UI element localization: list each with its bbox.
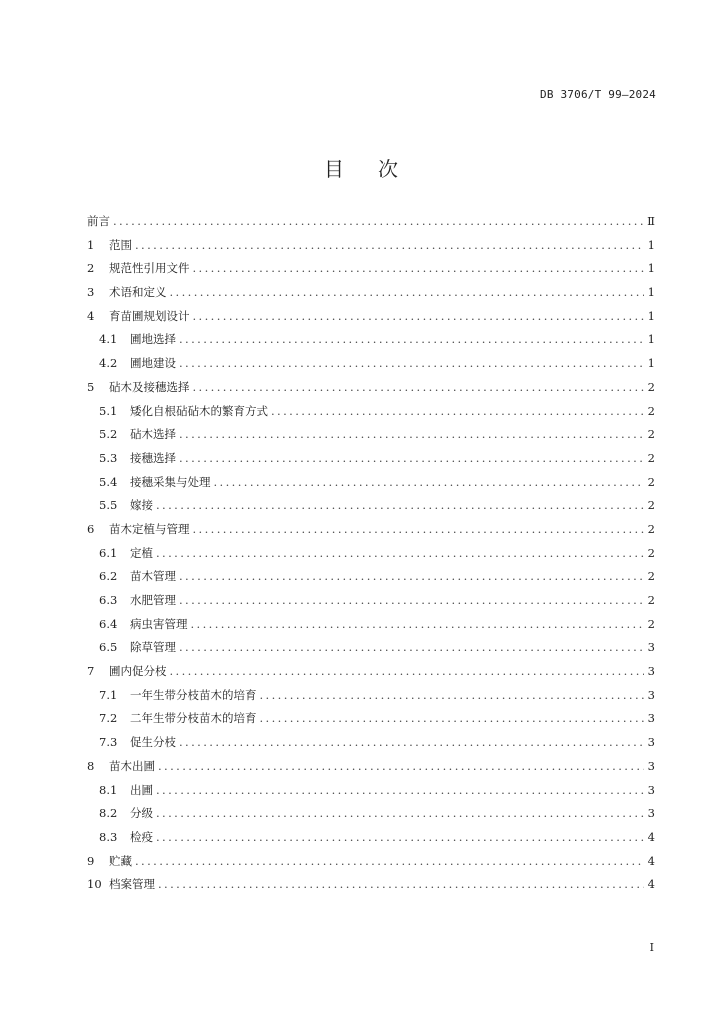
toc-entry-label: 档案管理 (109, 877, 155, 892)
toc-leader-dots (156, 779, 644, 803)
toc-entry-page: 2 (647, 474, 655, 489)
toc-entry-label: 二年生带分枝苗木的培育 (130, 711, 257, 726)
toc-entry-label: 促生分枝 (130, 735, 176, 750)
toc-entry-page: 3 (647, 735, 655, 750)
toc-entry[interactable] (87, 636, 655, 660)
toc-entry-page: 1 (647, 261, 655, 276)
toc-entry-number: 5 (87, 379, 95, 394)
toc-leader-dots (179, 352, 644, 376)
toc-entry[interactable] (87, 257, 655, 281)
toc-entry-label: 除草管理 (130, 640, 176, 655)
toc-leader-dots (179, 447, 644, 471)
toc-entry-label: 范围 (109, 237, 132, 252)
toc-leader-dots (113, 210, 644, 234)
toc-entry-page: 2 (647, 403, 655, 418)
toc-leader-dots (193, 518, 645, 542)
toc-entry[interactable] (87, 826, 655, 850)
toc-entry-label: 圃地建设 (130, 356, 176, 371)
toc-entry[interactable] (87, 210, 655, 234)
toc-leader-dots (156, 542, 644, 566)
toc-entry[interactable] (87, 447, 655, 471)
document-code: DB 3706/T 99—2024 (540, 88, 656, 101)
toc-entry[interactable] (87, 589, 655, 613)
toc-entry[interactable] (87, 328, 655, 352)
toc-entry[interactable] (87, 400, 655, 424)
toc-entry[interactable] (87, 542, 655, 566)
toc-entry-page: 2 (647, 498, 655, 513)
toc-entry-number: 5.4 (99, 474, 118, 489)
toc-entry[interactable] (87, 660, 655, 684)
toc-leader-dots (260, 684, 645, 708)
toc-entry-label: 嫁接 (130, 498, 153, 513)
toc-leader-dots (179, 636, 644, 660)
toc-entry-number: 6.2 (99, 569, 118, 584)
toc-entry-label: 病虫害管理 (130, 616, 188, 631)
toc-entry-number: 1 (87, 237, 95, 252)
toc-entry-number: 6 (87, 521, 95, 536)
toc-leader-dots (135, 234, 644, 258)
toc-entry-number: 4 (87, 308, 95, 323)
toc-entry[interactable] (87, 376, 655, 400)
toc-entry-page: 2 (647, 593, 655, 607)
toc-entry-label: 出圃 (130, 782, 153, 797)
toc-entry-page: 3 (647, 782, 655, 797)
toc-leader-dots (193, 257, 645, 281)
toc-entry-number: 7.2 (99, 711, 118, 726)
toc-entry[interactable] (87, 423, 655, 447)
toc-leader-dots (156, 802, 644, 826)
toc-entry-page: 2 (647, 616, 655, 631)
toc-entry-label: 苗木管理 (130, 569, 176, 584)
toc-entry-page: 1 (647, 285, 655, 300)
toc-entry[interactable] (87, 234, 655, 258)
toc-entry-page: 3 (647, 687, 655, 702)
toc-entry[interactable] (87, 518, 655, 542)
toc-leader-dots (271, 400, 644, 424)
toc-leader-dots (179, 731, 644, 755)
toc-leader-dots (179, 589, 644, 613)
toc-leader-dots (156, 826, 644, 850)
toc-leader-dots (193, 376, 645, 400)
toc-entry[interactable] (87, 873, 655, 897)
toc-entry[interactable] (87, 779, 655, 803)
toc-entry-page: 3 (647, 758, 655, 773)
toc-leader-dots (191, 613, 645, 637)
toc-entry[interactable] (87, 494, 655, 518)
toc-entry-number: 6.1 (99, 545, 118, 560)
toc-entry-label: 砧木及接穗选择 (109, 379, 190, 394)
toc-entry-label: 圃地选择 (130, 332, 176, 347)
toc-entry[interactable] (87, 613, 655, 637)
toc-leader-dots (135, 850, 644, 874)
toc-entry-label: 规范性引用文件 (109, 261, 190, 276)
toc-entry-label: 一年生带分枝苗木的培育 (130, 687, 257, 702)
toc-leader-dots (179, 423, 644, 447)
toc-entry[interactable] (87, 850, 655, 874)
toc-entry-number: 2 (87, 261, 95, 276)
toc-entry-label: 矮化自根砧砧木的繁育方式 (130, 403, 268, 418)
toc-entry-page: 1 (647, 308, 655, 323)
toc-entry-page: 2 (647, 427, 655, 442)
toc-entry-label: 圃内促分枝 (109, 664, 167, 679)
toc-entry[interactable] (87, 707, 655, 731)
toc-entry-page: 1 (647, 332, 655, 347)
toc-entry-page: Ⅱ (647, 214, 655, 228)
toc-entry-number: 3 (87, 285, 95, 300)
toc-entry-page: 2 (647, 521, 655, 536)
toc-entry-page: 3 (647, 640, 655, 655)
toc-entry-page: 3 (647, 664, 655, 679)
toc-entry[interactable] (87, 305, 655, 329)
toc-title-right: 次 (378, 157, 400, 181)
toc-entry-label: 苗木出圃 (109, 758, 155, 773)
toc-entry-page: 3 (647, 806, 655, 821)
toc-leader-dots (170, 281, 645, 305)
toc-entry-label: 砧木选择 (130, 427, 176, 442)
toc-entry-number: 5.1 (99, 403, 118, 418)
toc-entry-label: 接穗采集与处理 (130, 474, 211, 489)
toc-entry-page: 2 (647, 379, 655, 394)
toc-entry-number: 8.2 (99, 806, 118, 821)
toc-entry-label: 分级 (130, 806, 153, 821)
toc-entry-page: 2 (647, 545, 655, 560)
toc-entry[interactable] (87, 755, 655, 779)
toc-entry-page: 1 (647, 237, 655, 252)
toc-leader-dots (193, 305, 645, 329)
toc-entry-number: 7.1 (99, 687, 118, 702)
toc-leader-dots (214, 471, 645, 495)
toc-entry-number: 5.2 (99, 427, 118, 442)
toc-entry-label: 水肥管理 (130, 593, 176, 607)
toc-entry-number: 4.2 (99, 356, 118, 371)
toc-entry[interactable] (87, 352, 655, 376)
toc-leader-dots (158, 873, 644, 897)
toc-entry-number: 4.1 (99, 332, 118, 347)
toc-entry[interactable] (87, 565, 655, 589)
toc-leader-dots (179, 565, 644, 589)
toc-entry-page: 1 (647, 356, 655, 371)
toc-entry[interactable] (87, 684, 655, 708)
toc-entry-label: 育苗圃规划设计 (109, 308, 190, 323)
toc-entry-page: 4 (647, 877, 655, 892)
toc-entry-label: 检疫 (130, 829, 153, 844)
toc-leader-dots (158, 755, 644, 779)
toc-entry-number: 10 (87, 877, 102, 892)
toc-leader-dots (260, 707, 645, 731)
toc-entry-page: 2 (647, 450, 655, 465)
toc-entry-number: 5.3 (99, 450, 118, 465)
toc-entry-page: 4 (647, 829, 655, 844)
toc-entry-label: 贮藏 (109, 853, 132, 868)
toc-leader-dots (170, 660, 645, 684)
toc-entry[interactable] (87, 802, 655, 826)
toc-entry-number: 6.4 (99, 616, 118, 631)
toc-entry-number: 8.1 (99, 782, 118, 797)
table-of-contents (87, 210, 655, 897)
toc-entry-page: 4 (647, 853, 655, 868)
toc-title (0, 153, 724, 182)
toc-entry-number: 9 (87, 853, 95, 868)
toc-entry-number: 5.5 (99, 498, 118, 513)
toc-entry-number: 8.3 (99, 829, 118, 844)
toc-entry-number: 6.3 (99, 593, 118, 607)
toc-entry-label: 前言 (87, 214, 110, 228)
toc-entry-page: 3 (647, 711, 655, 726)
toc-entry-number: 7 (87, 664, 95, 679)
page-number: I (649, 941, 654, 954)
toc-entry-label: 苗木定植与管理 (109, 521, 190, 536)
toc-entry-number: 7.3 (99, 735, 118, 750)
toc-entry[interactable] (87, 731, 655, 755)
toc-entry-label: 定植 (130, 545, 153, 560)
toc-entry[interactable] (87, 471, 655, 495)
toc-entry-label: 接穗选择 (130, 450, 176, 465)
toc-leader-dots (156, 494, 644, 518)
toc-leader-dots (179, 328, 644, 352)
toc-entry-label: 术语和定义 (109, 285, 167, 300)
toc-title-left: 目 (324, 157, 346, 181)
toc-entry-page: 2 (647, 569, 655, 584)
toc-entry-number: 6.5 (99, 640, 118, 655)
toc-entry-number: 8 (87, 758, 95, 773)
toc-entry[interactable] (87, 281, 655, 305)
